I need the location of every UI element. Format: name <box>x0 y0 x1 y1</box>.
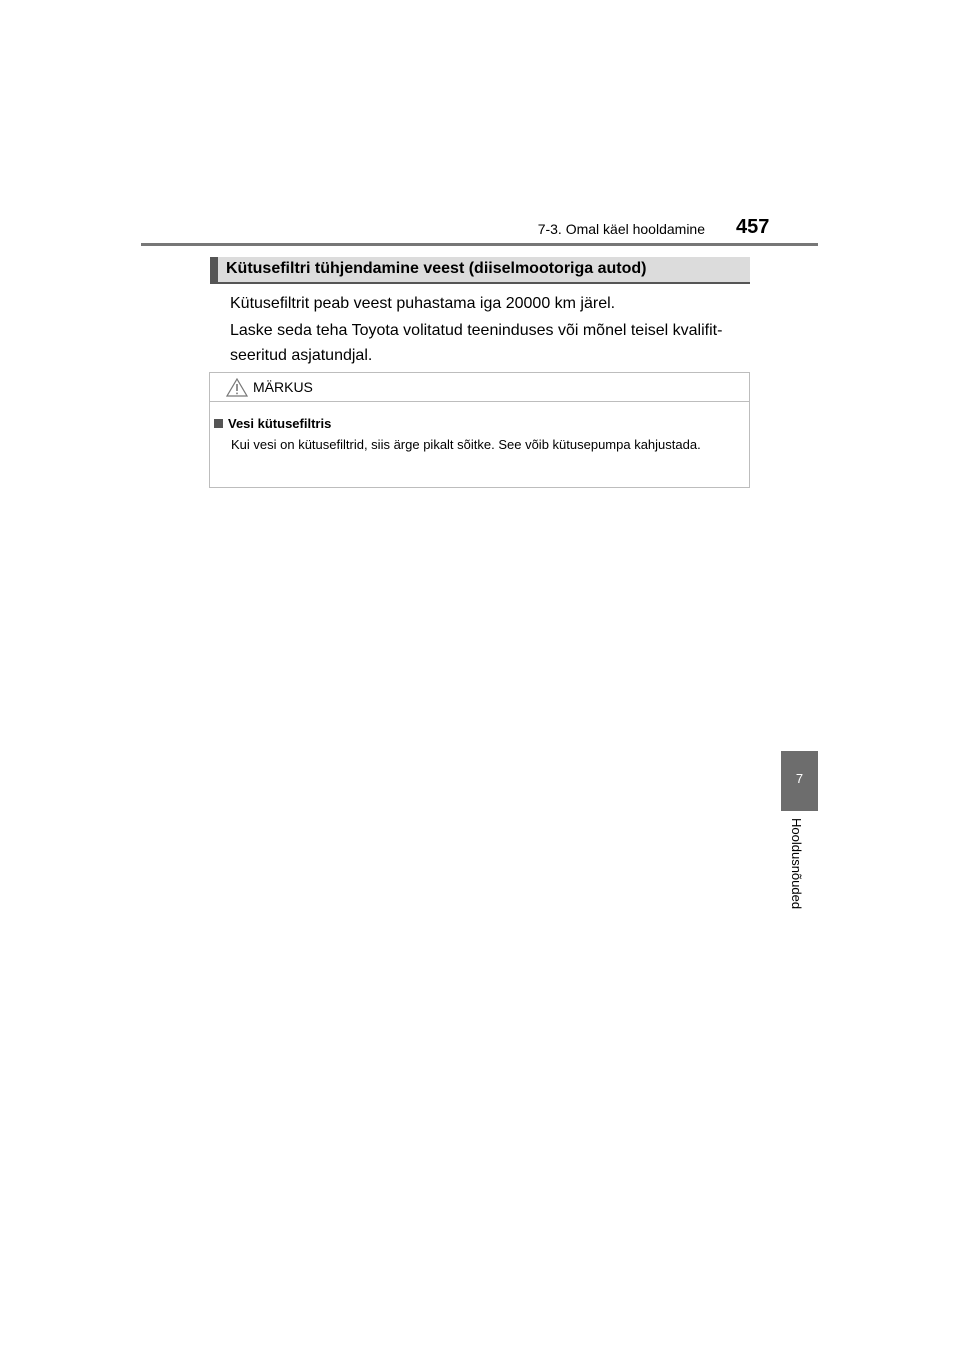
chapter-tab <box>781 751 818 811</box>
chapter-number: 7 <box>795 771 804 786</box>
warning-triangle-icon <box>226 378 248 397</box>
notice-title: MÄRKUS <box>253 379 313 395</box>
paragraph-interval: Kütusefiltrit peab veest puhastama iga 20000 km järel. <box>230 295 616 312</box>
chapter-side-label: Hooldusnõuded <box>789 818 804 910</box>
notice-header <box>210 373 749 402</box>
header-section: 7-3. Omal käel hooldamine <box>537 221 705 237</box>
section-title-accent <box>210 257 218 282</box>
section-title: Kütusefiltri tühjendamine veest (diiselmootoriga autod) <box>226 260 647 277</box>
notice-subheading-text: Vesi kütusefiltris <box>228 416 332 431</box>
section-title-bar <box>210 257 750 284</box>
page-number: 457 <box>736 216 770 238</box>
paragraph-service: Laske seda teha Toyota volitatud teeninduses või mõnel teisel kvalifitseeritud asjatundjal. <box>230 322 723 364</box>
header-rule <box>141 243 818 246</box>
notice-box <box>209 372 750 488</box>
notice-body: Kui vesi on kütusefiltrid, siis ärge pikalt sõitke. See võib kütusepumpa kahjustada. <box>231 437 701 452</box>
square-bullet-icon <box>214 419 223 428</box>
notice-subheading <box>214 416 331 431</box>
